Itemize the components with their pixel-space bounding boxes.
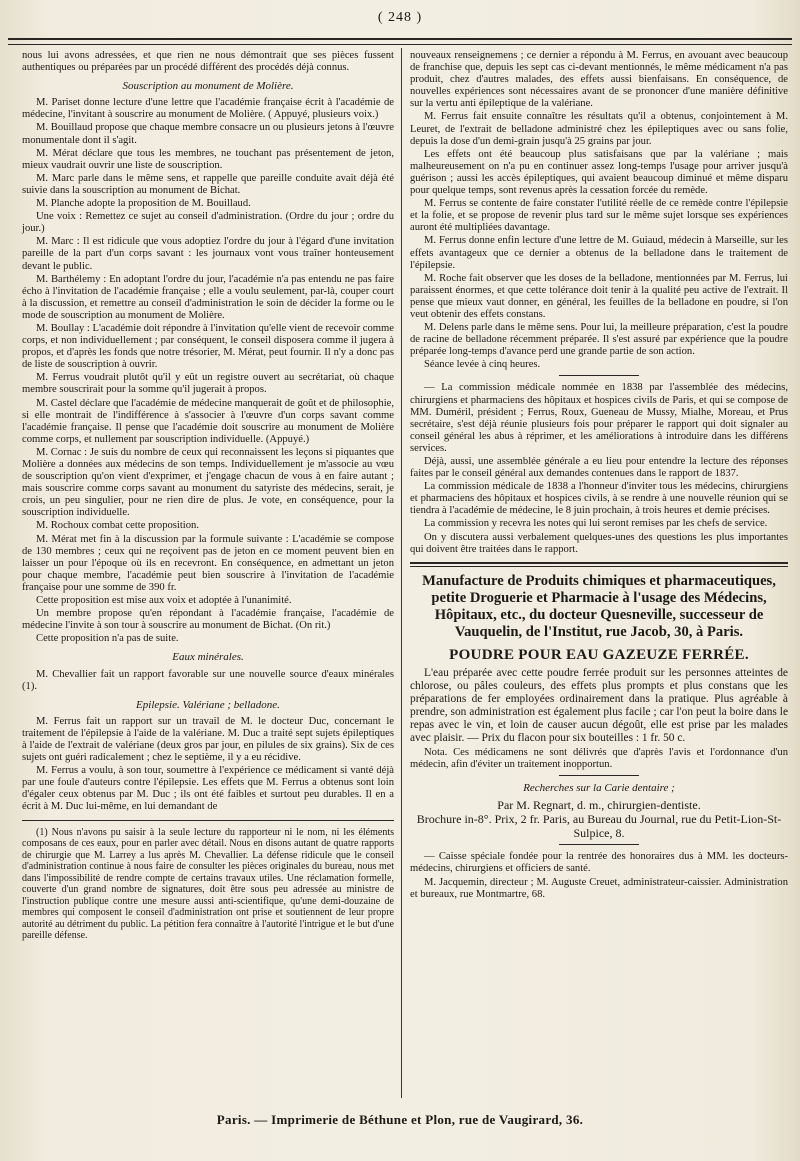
caisse-notice: — Caisse spéciale fondée pour la rentrée des honoraires dus à MM. les docteurs-médecins, chirurgiens et officiers de santé.: [410, 850, 788, 874]
paragraph: M. Ferrus se contente de faire constater l'utilité réelle de ce remède contre l'épilepsie et la folie, et se propose de revenir plus tard sur le même sujet lorsque ses expériences auront été multipliées davantage.: [410, 198, 788, 234]
section-heading-moliere: Souscription au monument de Molière.: [122, 80, 294, 93]
paragraph: M. Boullay : L'académie doit répondre à l'invitation qu'elle vient de recevoir comme corps, et non individuellement ; par conséquent, le conseil disposera comme il jugera à propos, et d'après les fonds que notre trésorier, M. Mérat, peut fournir. Il n'y a donc pas de liste de souscription à ouvrir.: [22, 322, 394, 371]
paragraph: M. Ferrus voudrait plutôt qu'il y eût un registre ouvert au secrétariat, où chaque membre souscrirait pour la somme qu'il jugerait à propos.: [22, 372, 394, 396]
paragraph: M. Ferrus donne enfin lecture d'une lettre de M. Guiaud, médecin à Marseille, sur les effets avantageux que ce dernier a obtenus de la belladone dans le traitement de l'épilepsie.: [410, 235, 788, 271]
book-publication: Brochure in-8°. Prix, 2 fr. Paris, au Bureau du Journal, rue du Petit-Lion-St-Sulpice, 8.: [416, 811, 782, 840]
section-heading-eaux: Eaux minérales.: [172, 651, 244, 664]
paragraph: Une voix : Remettez ce sujet au conseil d'administration. (Ordre du jour ; ordre du jour.): [22, 211, 394, 235]
paragraph: La commission médicale de 1838 a l'honneur d'inviter tous les médecins, chirurgiens et pharmaciens des hôpitaux et hospices civils, à se rendre à une nouvelle réunion qui se tiendra à l'académie de médecine, le 8 juin prochain, à trois heures et demie précises.: [410, 481, 788, 517]
paragraph: M. Ferrus a voulu, à son tour, soumettre à l'expérience ce médicament si vanté déjà par une foule d'auteurs contre l'épilepsie. Les effets que M. Ferrus a obtenus sont loin d'égaler ceux obtenus par M. Duc ; ils ont été faibles et surtout peu durables. Il en a écrit à M. Duc lui-même, en lui demandant de: [22, 765, 394, 813]
paragraph: M. Planche adopte la proposition de M. Bouillaud.: [36, 198, 251, 210]
paragraph: M. Marc parle dans le même sens, et rappelle que pareille conduite avait déjà été suivie dans la souscription au monument de Bichat.: [22, 172, 394, 196]
short-rule: [559, 775, 639, 776]
paragraph: M. Mérat met fin à la discussion par la formule suivante : L'académie se compose de 130 membres ; ceux qui ne reçoivent pas de jeton en ce moment peuvent bien en laisser un pour l'époque où ils en recevront. En conséquence, en admettant un jeton pour chaque membre, l'académie peut bien souscrire à l'invitation de l'académie française pour une somme de 390 fr.: [22, 533, 394, 593]
paragraph: On y discutera aussi verbalement quelques-unes des questions les plus importantes qui doivent être traitées dans le rapport.: [410, 531, 788, 555]
left-column: [22, 50, 394, 1110]
short-rule: [559, 844, 639, 845]
paragraph: M. Chevallier fait un rapport favorable sur une nouvelle source d'eaux minérales (1).: [22, 668, 394, 692]
paragraph: M. Barthélemy : En adoptant l'ordre du jour, l'académie n'a pas entendu ne pas faire écho à l'invitation de l'académie française ; elle a voulu seulement, par-là, couper court à la discussion, et remettre au conseil d'administration le soin de décider la forme ou le mode de souscription au monument de Molière.: [22, 273, 394, 321]
caisse-administration: M. Jacquemin, directeur ; M. Auguste Creuet, administrateur-caissier. Administration et bureaux, rue Montmartre, 68.: [410, 876, 788, 900]
footnote: (1) Nous n'avons pu saisir à la seule lecture du rapporteur ni le nom, ni les éléments composans de ces eaux, pour en parler avec détail. Nous en disons autant de quatre rapports de chirurgie que M. Larrey a lus après M. Chevallier. La défense ridicule que le conseil d'administration continue à nous faire de consulter les pièces originales du bureau, nous met dans l'impossibilité de rendre compte de certains travaux utiles. Une réclamation formelle, couverte d'un grand nombre de signatures, doit être sous peu adressée au ministre de l'instruction publique contre une mesure aussi anti-scientifique, qu'une demi-douzaine de membres qui composent le conseil d'administration ont prise et soutiennent de leur propre autorité au détriment du public. La pétition fera connaître à l'autorité l'intrigue et le but d'une pareille défense.: [22, 826, 394, 942]
paragraph: M. Bouillaud propose que chaque membre consacre un ou plusieurs jetons à l'œuvre monumentale dont il s'agit.: [22, 122, 394, 146]
paragraph: Cette proposition est mise aux voix et adoptée à l'unanimité.: [36, 595, 292, 607]
printer-imprint: Paris. — Imprimerie de Béthune et Plon, rue de Vaugirard, 36.: [216, 1112, 584, 1127]
paragraph: — La commission médicale nommée en 1838 par l'assemblée des médecins, chirurgiens et pharmaciens des hôpitaux et hospices civils de Paris, et qui se compose de MM. Duméril, président ; Ferrus, Roux, Gueneau de Mussy, Mialhe, Moreau, et Prus secrétaire, s'est déjà réunie plusieurs fois pour préparer le rapport qui doit signaler au conseil général les abus à réprimer, et les améliorations à introduire dans les différens services.: [410, 382, 788, 454]
footnote-rule: [22, 820, 394, 821]
advert-rule: [410, 562, 788, 567]
top-rule: [8, 38, 792, 45]
paragraph: M. Castel déclare que l'académie de médecine manquerait de goût et de philosophie, si elle montrait de l'indifférence à s'associer à l'œuvre d'un corps savant comme l'académie française. Il pense que l'académie doit souscrire au monument de Molière comme corps, et nullement par souscription individuelle. (Appuyé.): [22, 397, 394, 445]
short-rule: [559, 375, 639, 376]
advert-note: Nota. Ces médicamens ne sont délivrés que d'après l'avis et l'ordonnance d'un médecin, afin d'éviter un traitement inopportun.: [410, 746, 788, 770]
advert-body: L'eau préparée avec cette poudre ferrée produit sur les personnes atteintes de chlorose, ou pâles couleurs, des effets plus prompts et plus constans que les préparations de fer employées ordinairement dans la pratique. Plus agréable à prendre, son administration est également plus facile ; car l'on peut la boire dans le repas avec le vin, et loin de causer aucun dégoût, elle est prise par les malades avec plaisir. — Prix du flacon pour six bouteilles : 1 fr. 50 c.: [410, 666, 788, 744]
paragraph: Cette proposition n'a pas de suite.: [36, 633, 179, 645]
advert-subtitle: POUDRE POUR EAU GAZEUZE FERRÉE.: [449, 646, 749, 663]
session-end: Séance levée à cinq heures.: [424, 359, 541, 371]
advert-title: Manufacture de Produits chimiques et pharmaceutiques, petite Droguerie et Pharmacie à l'usage des Médecins, Hôpitaux, etc., du docteur Quesneville, successeur de Vauquelin, de l'Institut, rue Jacob, 30, à Paris.: [422, 572, 776, 640]
right-column: [410, 50, 788, 1110]
paragraph: Un membre propose qu'en répondant à l'académie française, l'académie de médecine l'invite à son tour à souscrire au monument de Bichat. (On rit.): [22, 608, 394, 632]
paragraph: M. Delens parle dans le même sens. Pour lui, la meilleure préparation, c'est la poudre de racine de belladone récemment préparée. Il s'est assuré par expérience que la poudre préparée long-temps d'avance perd une grande partie de son action.: [410, 322, 788, 358]
column-divider: [401, 48, 402, 1098]
paragraph: Les effets ont été beaucoup plus satisfaisans que par la valériane ; mais malheureusement on n'a pu en continuer assez long-temps l'usage pour arriver jusqu'à guérison ; aussi les accès épileptiques, qui avaient beaucoup diminué et même disparu pour quelque temps, sont revenus après la cessation forcée du remède.: [410, 148, 788, 197]
section-heading-epilepsie: Epilepsie. Valériane ; belladone.: [136, 698, 280, 711]
paragraph: M. Roche fait observer que les doses de la belladone, mentionnées par M. Ferrus, lui paraissent énormes, et que cette tolérance doit tenir à la qualité peu active de l'extrait. Il pense que mieux vaut donner, en général, les feuilles de la belladone en poudre, si l'on veut obtenir des effets constans.: [410, 272, 788, 320]
paragraph: nouveaux renseignemens ; ce dernier a répondu à M. Ferrus, en avouant avec beaucoup de franchise que, depuis les sept cas ci-devant mentionnés, le même médicament n'a pas produit, chez d'autres malades, des effets aussi bienfaisans. En conséquence, de nouvelles expériences sont nécessaires avant de se prononcer d'une manière définitive sur la vertu anti épileptique de la valériane.: [410, 50, 788, 110]
paragraph: La commission y recevra les notes qui lui seront remises par les chefs de service.: [424, 518, 768, 530]
paragraph: M. Mérat déclare que tous les membres, ne touchant pas présentement de jeton, mieux vaudrait ouvrir une liste de souscription.: [22, 147, 394, 171]
page-number: ( 248 ): [377, 10, 423, 25]
opening-paragraph: nous lui avons adressées, et que rien ne nous démontrait que ses pièces fussent authentiques ou préparées par un procédé différent des procédés déjà connus.: [22, 50, 394, 74]
paragraph: M. Ferrus fait un rapport sur un travail de M. le docteur Duc, concernant le traitement de l'épilepsie à l'aide de la valériane. M. Duc a traité sept sujets épileptiques à l'aide de l'extrait de valériane (deux gros par jour, en pilules de six grains). Six de ces sujets ont guéri radicalement ; chez le septième, il y a eu récidive.: [22, 715, 394, 764]
paragraph: M. Ferrus fait ensuite connaître les résultats qu'il a obtenus, conjointement à M. Leuret, de l'extrait de belladone administré chez les épileptiques avec ou sans folie, depuis la dose d'un demi-grain jusqu'à 25 grains par jour.: [410, 111, 788, 147]
paragraph: M. Cornac : Je suis du nombre de ceux qui reconnaissent les leçons si piquantes que Molière a données aux médecins de son temps. Individuellement je m'associe au vœu de souscription qu'on vient d'exprimer, et j'engage chacun de vous à en faire autant ; mais souscrire comme corps savant au monument du satyriste des médecins, serait, je crois, un peu singulier, pour ne rien dire de plus. Je vote, en conséquence, pour la souscription individuelle.: [22, 446, 394, 519]
book-title: Recherches sur la Carie dentaire ;: [523, 781, 675, 794]
book-author: Par M. Regnart, d. m., chirurgien-dentiste.: [497, 797, 701, 812]
paragraph: M. Marc : Il est ridicule que vous adoptiez l'ordre du jour à l'égard d'une invitation pareille de la part d'un corps savant : les journaux vont vous traîner honteusement devant le public.: [22, 236, 394, 272]
paragraph: M. Rochoux combat cette proposition.: [36, 520, 199, 532]
paragraph: Déjà, aussi, une assemblée générale a eu lieu pour entendre la lecture des réponses faites par le conseil général aux demandes contenues dans le rapport de 1837.: [410, 456, 788, 480]
paragraph: M. Pariset donne lecture d'une lettre que l'académie française écrit à l'académie de médecine, l'invitant à souscrire au monument de Molière. ( Appuyé, plusieurs voix.): [22, 97, 394, 121]
